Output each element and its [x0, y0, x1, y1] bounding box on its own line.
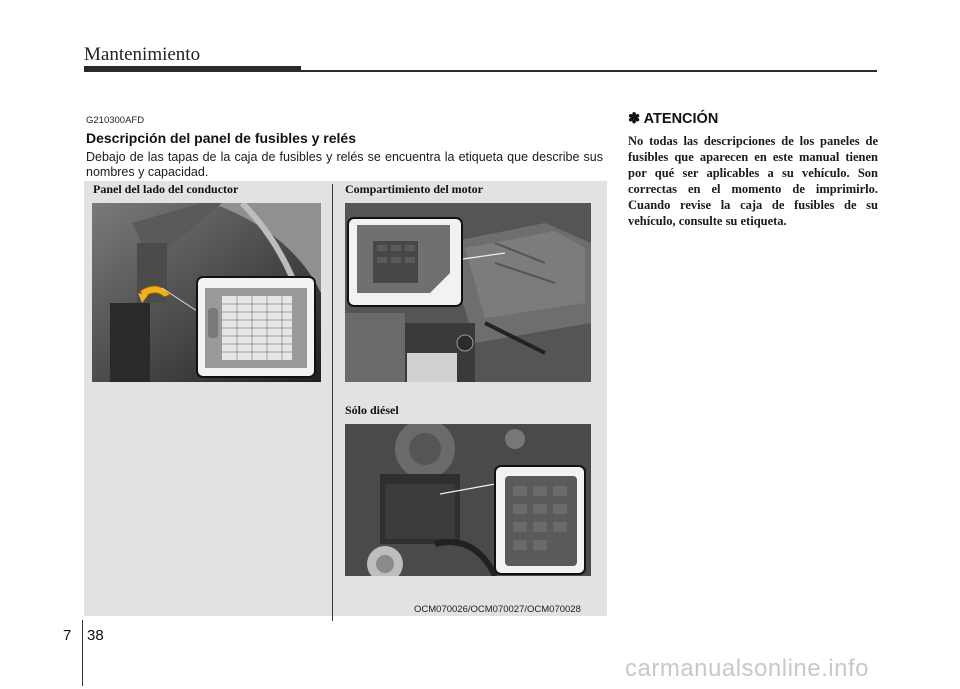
- caution-text: No todas las descripciones de los paneles de fusibles que aparecen en este manual tienen por qué ser aplicables a su vehículo. Son correctas en el momento de imprimirlo. Cuando revise la caja de fusibles de su vehículo, consulte su etiqueta.: [628, 134, 878, 228]
- engine-compartment-photo: [345, 203, 591, 382]
- chapter-number: 7: [63, 627, 72, 644]
- section-code: G210300AFD: [86, 115, 145, 126]
- section-heading: Descripción del panel de fusibles y relés: [86, 130, 356, 146]
- section-intro: Debajo de las tapas de la caja de fusibles y relés se encuentra la etiqueta que describe sus nombres y capacidad.: [86, 150, 603, 179]
- watermark: carmanualsonline.info: [625, 655, 869, 682]
- header-rule-thin: [301, 70, 877, 72]
- figure-divider: [332, 184, 333, 621]
- page-number: 38: [87, 627, 104, 644]
- caption-engine-compartment: Compartimiento del motor: [345, 182, 483, 196]
- page-header-title: Mantenimiento: [84, 44, 201, 65]
- figure-code: OCM070026/OCM070027/OCM070028: [414, 604, 581, 615]
- caption-diesel-only: Sólo diésel: [345, 403, 399, 417]
- driver-panel-photo: [92, 203, 321, 382]
- header-rule-thick: [84, 66, 301, 72]
- caution-title: ✽ ATENCIÓN: [628, 111, 719, 127]
- caption-driver-panel: Panel del lado del conductor: [93, 182, 239, 196]
- diesel-engine-photo: [345, 424, 591, 576]
- footer-rule: [82, 620, 83, 686]
